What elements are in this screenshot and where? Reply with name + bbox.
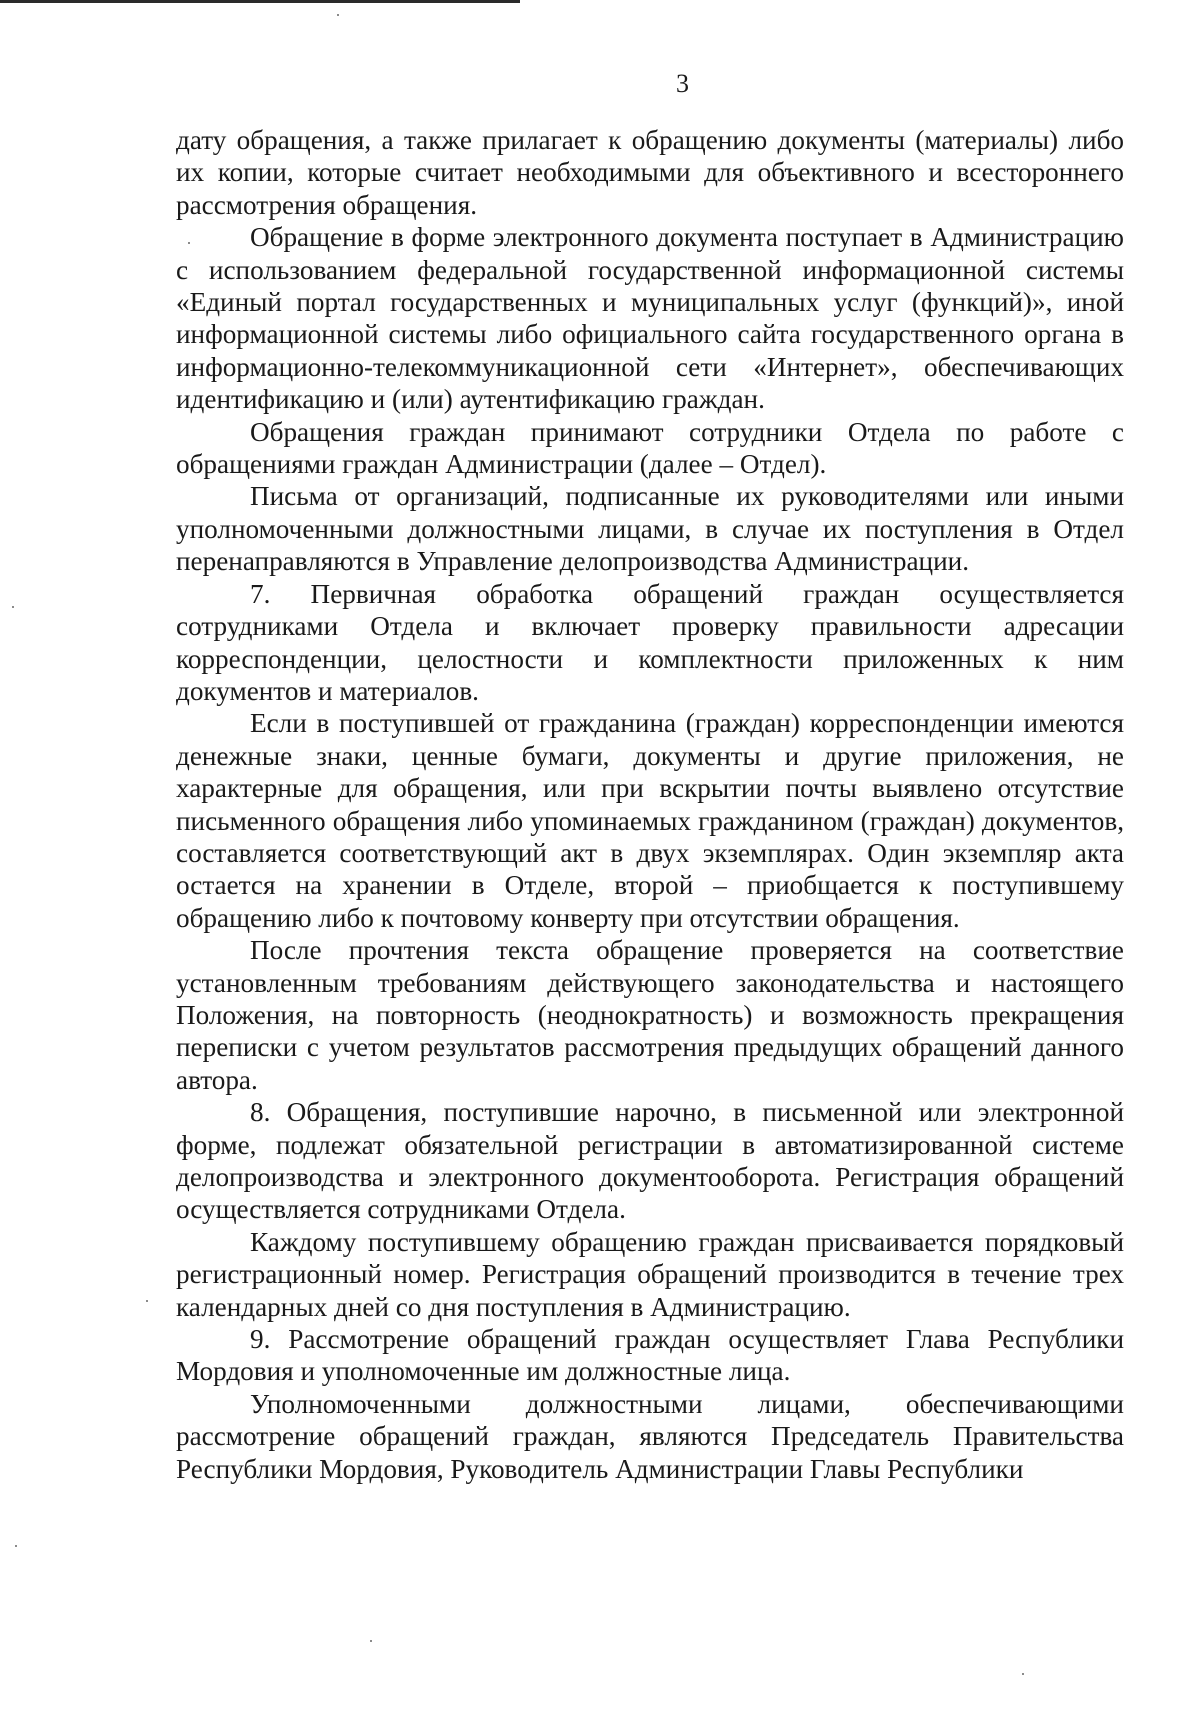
page-number: 3 [676, 69, 689, 98]
scan-speck [146, 1300, 148, 1302]
paragraph-electronic-appeal: Обращение в форме электронного документа поступает в Администрацию с использованием федеральной государственной информационной системы «Единый портал государственных и муниципальных услуг (функций)», иной информационной системы либо официального сайта государственного органа в информационно-телекоммуникационной сети «Интернет», обеспечивающих идентификацию и (или) аутентификацию граждан. [176, 222, 1124, 415]
paragraph-continuation: дату обращения, а также прилагает к обращению документы (материалы) либо их копии, которые считает необходимыми для объективного и всестороннего рассмотрения обращения. [176, 125, 1124, 220]
paragraph-text-check: После прочтения текста обращение проверяется на соответствие установленным требованиям действующего законодательства и настоящего Положения, на повторность (неоднократность) и возможность прекращения переписки с учетом результатов рассмотрения предыдущих обращений данного автора. [176, 935, 1124, 1095]
top-edge-line [0, 0, 520, 3]
paragraph-item-8: 8. Обращения, поступившие нарочно, в письменной или электронной форме, подлежат обязательной регистрации в автоматизированной системе делопроизводства и электронного документооборота. Регистрация обращений осуществляется сотрудниками Отдела. [176, 1097, 1124, 1225]
paragraph-authorized-officials: Уполномоченными должностными лицами, обеспечивающими рассмотрение обращений граждан, являются Председатель Правительства Республики Мордовия, Руководитель Администрации Главы Республики [176, 1388, 1124, 1484]
paragraph-enclosures-act: Если в поступившей от гражданина (граждан) корреспонденции имеются денежные знаки, ценные бумаги, документы и другие приложения, не характерные для обращения, или при вскрытии почты выявлено отсутствие письменного обращения либо упоминаемых гражданином (граждан) документов, составляется соответствующий акт в двух экземплярах. Один экземпляр акта остается на хранении в Отделе, второй – приобщается к поступившему обращению либо к почтовому конверту при отсутствии обращения. [176, 708, 1124, 933]
scan-speck [188, 242, 190, 244]
paragraph-item-9: 9. Рассмотрение обращений граждан осуществляет Глава Республики Мордовия и уполномоченные им должностные лица. [176, 1324, 1124, 1387]
paragraph-appeal-reception: Обращения граждан принимают сотрудники Отдела по работе с обращениями граждан Администрации (далее – Отдел). [176, 416, 1124, 480]
scan-speck [15, 1545, 17, 1547]
paragraph-registration-number: Каждому поступившему обращению граждан присваивается порядковый регистрационный номер. Регистрация обращений производится в течение трех календарных дней со дня поступления в Администрацию. [176, 1226, 1124, 1322]
scan-speck [337, 14, 339, 16]
scan-speck [370, 1640, 372, 1642]
paragraph-item-7: 7. Первичная обработка обращений граждан осуществляется сотрудниками Отдела и включает проверку правильности адресации корреспонденции, целостности и комплектности приложенных к ним документов и материалов. [176, 578, 1124, 706]
scan-speck [12, 606, 14, 608]
document-body [176, 124, 1124, 1485]
paragraph-organization-letters: Письма от организаций, подписанные их руководителями или иными уполномоченными должностными лицами, в случае их поступления в Отдел перенаправляются в Управление делопроизводства Администрации. [176, 481, 1124, 577]
scan-speck [1022, 1673, 1024, 1675]
